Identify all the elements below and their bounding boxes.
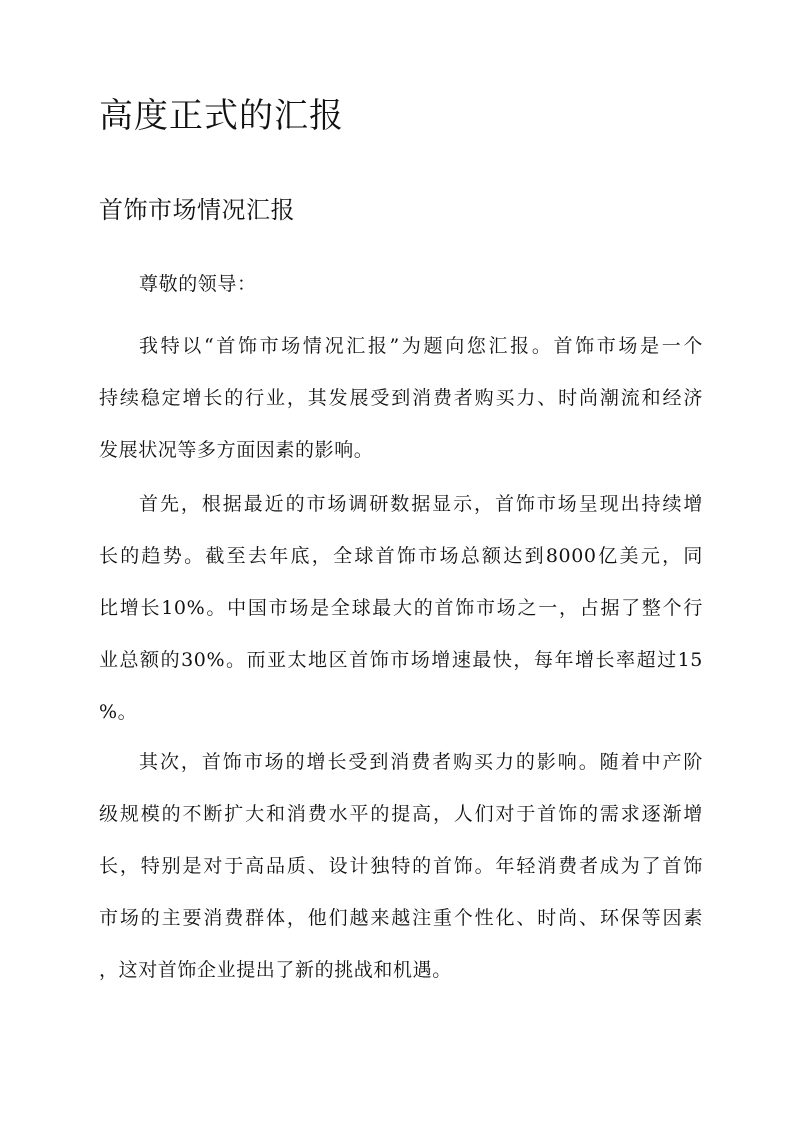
paragraph-line: 其次，首饰市场的增长受到消费者购买力的影响。随着中产阶	[139, 751, 703, 773]
paragraph-3	[99, 736, 703, 996]
paragraph-1	[99, 320, 703, 476]
paragraph-line: 持续稳定增长的行业，其发展受到消费者购买力、时尚潮流和经济	[99, 387, 703, 409]
salutation-line: 尊敬的领导：	[139, 273, 257, 295]
paragraph-line: 比增长10%。中国市场是全球最大的首饰市场之一，占据了整个行	[99, 597, 703, 619]
salutation	[99, 258, 703, 310]
paragraph-line: 我特以“首饰市场情况汇报”为题向您汇报。首饰市场是一个	[139, 335, 703, 357]
paragraph-line: 业总额的30%。而亚太地区首饰市场增速最快，每年增长率超过15	[99, 649, 703, 671]
document-title: 高度正式的汇报	[99, 96, 344, 136]
paragraph-line: 级规模的不断扩大和消费水平的提高，人们对于首饰的需求逐渐增	[99, 803, 703, 825]
paragraph-line: 发展状况等多方面因素的影响。	[99, 439, 374, 461]
paragraph-line: ，这对首饰企业提出了新的挑战和机遇。	[99, 959, 452, 981]
paragraph-line: 市场的主要消费群体，他们越来越注重个性化、时尚、环保等因素	[99, 907, 703, 929]
document-subtitle: 首饰市场情况汇报	[99, 196, 295, 224]
paragraph-line: 首先，根据最近的市场调研数据显示，首饰市场呈现出持续增	[139, 493, 703, 515]
paragraph-line: 长，特别是对于高品质、设计独特的首饰。年轻消费者成为了首饰	[99, 855, 703, 877]
paragraph-line: %。	[99, 701, 138, 723]
paragraph-2	[99, 478, 703, 738]
paragraph-line: 长的趋势。截至去年底，全球首饰市场总额达到8000亿美元，同	[99, 545, 703, 567]
